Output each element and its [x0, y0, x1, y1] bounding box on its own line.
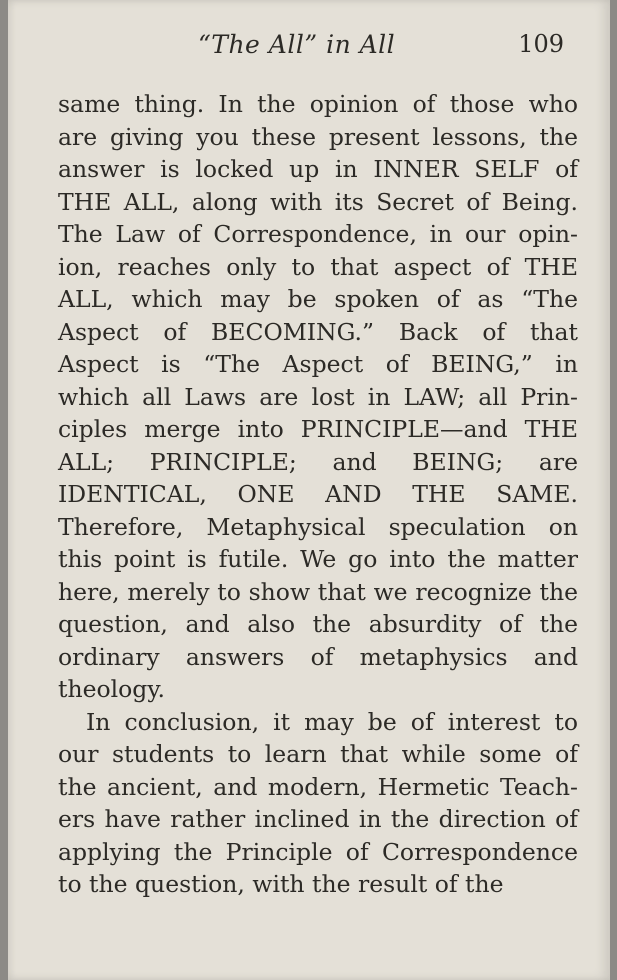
- book-page: [8, 0, 610, 980]
- text-line: ion, reaches only to that aspect of THE: [58, 252, 578, 281]
- text-line: ciples merge into PRINCIPLE—and THE: [58, 415, 578, 443]
- text-line: THE ALL, along with its Secret of Being.: [58, 187, 578, 216]
- text-line: are giving you these present lessons, the: [58, 122, 578, 151]
- running-title: “The All” in All: [198, 30, 396, 59]
- text-line: Aspect is “The Aspect of BEING,” in: [58, 350, 578, 378]
- text-line: ers have rather inclined in the direction of: [58, 805, 578, 833]
- text-line: the ancient, and modern, Hermetic Teach-: [58, 772, 578, 801]
- running-head: [8, 30, 610, 64]
- text-line: Aspect of BECOMING.” Back of that: [58, 317, 578, 346]
- text-line: question, and also the absurdity of the: [58, 610, 578, 638]
- text-line: Therefore, Metaphysical speculation on: [58, 512, 578, 541]
- text-line: theology.: [58, 675, 165, 703]
- body-text: [58, 88, 578, 901]
- text-line: to the question, with the result of the: [58, 870, 504, 898]
- page-number: 109: [518, 30, 564, 58]
- text-line: answer is locked up in INNER SELF of: [58, 155, 578, 183]
- text-line: ALL; PRINCIPLE; and BEING; are: [58, 447, 578, 476]
- text-line: In conclusion, it may be of interest to: [86, 707, 578, 736]
- text-line: ordinary answers of metaphysics and: [58, 642, 578, 671]
- text-line: our students to learn that while some of: [58, 740, 578, 768]
- text-line: applying the Principle of Correspondence: [58, 837, 578, 866]
- text-line: this point is futile. We go into the matter: [58, 545, 578, 573]
- text-line: same thing. In the opinion of those who: [58, 90, 578, 118]
- text-line: which all Laws are lost in LAW; all Prin-: [58, 382, 578, 411]
- text-line: ALL, which may be spoken of as “The: [58, 285, 578, 313]
- paragraph: [58, 706, 578, 901]
- text-line: here, merely to show that we recognize the: [58, 577, 578, 606]
- paragraph: [58, 88, 578, 706]
- text-line: The Law of Correspondence, in our opin-: [58, 220, 578, 248]
- text-line: IDENTICAL, ONE AND THE SAME.: [58, 480, 578, 508]
